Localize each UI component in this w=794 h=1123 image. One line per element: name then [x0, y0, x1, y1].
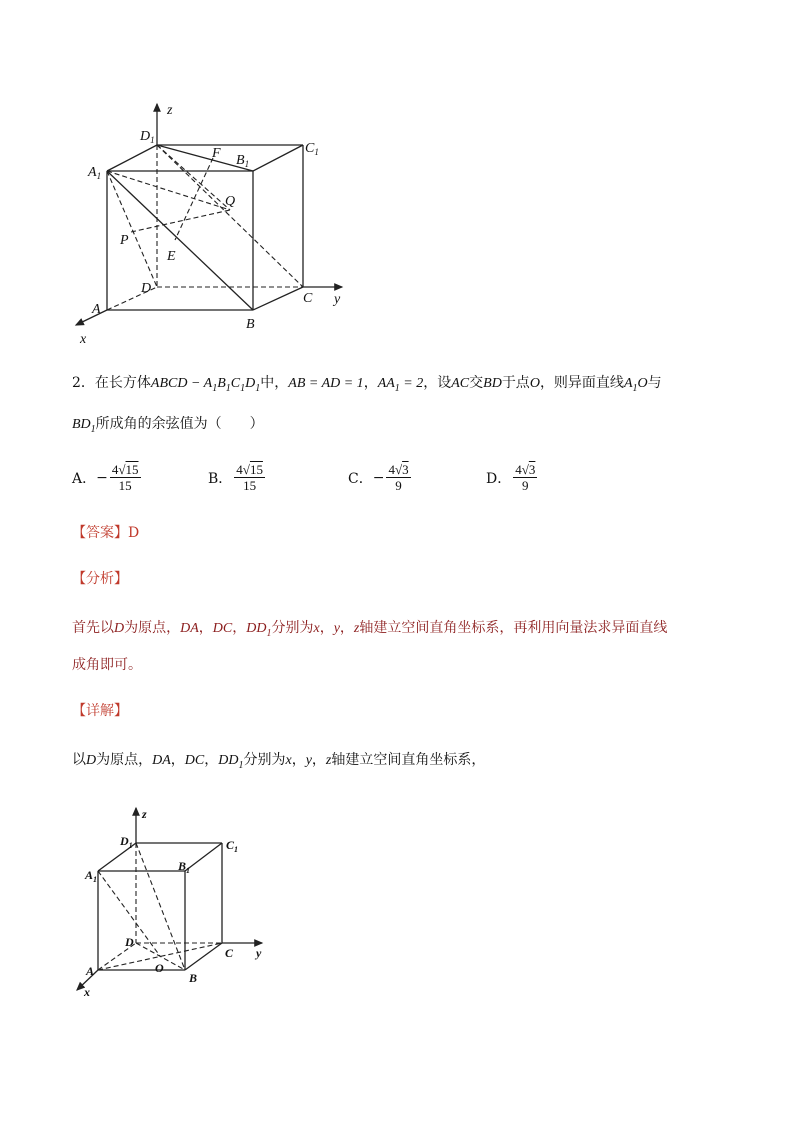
cuboid-name: ABCD − $A_1B_1C_1D_1$: [150, 376, 261, 394]
analysis-line-1: 首先以D为原点，DA，DC，$DD_1$分别为x，y，z轴建立空间直角坐标系，再利用向量法求异面直线: [72, 620, 668, 639]
question-line-2: $BD_1$所成角的余弦值为（ ）: [72, 416, 264, 435]
vertex-b-label: B: [246, 317, 255, 332]
svg-text:D1: $D_1$: [140, 129, 155, 145]
condition-aa1: $AA_1 = 2$: [377, 376, 424, 394]
svg-text:B1: $B_1$: [236, 153, 250, 169]
line-bd1: $BD_1$: [72, 417, 96, 435]
figure-1-cuboid-diagram: [60, 95, 360, 350]
vertex-a-label: A: [92, 302, 101, 317]
vertex-c-label-2: C: [225, 946, 234, 960]
vertex-b1-label-2: B: [178, 859, 187, 873]
x-axis-label: x: [80, 332, 87, 347]
figure-2-coordinate-diagram: [65, 800, 280, 1005]
question-line-1: 2．在长方体ABCD − $A_1B_1C_1D_1$中，AB = AD = 1，$AA_1 = 2$，设AC交BD于点O，则异面直线$A_1O$与: [72, 375, 662, 394]
detail-line-1: 以D为原点，DA，DC，$DD_1$分别为x，y，z轴建立空间直角坐标系，: [72, 752, 486, 771]
vertex-a1-label-2: A: [85, 868, 94, 882]
vertex-d1-label-2: D: [120, 834, 129, 848]
vertex-a-label-2: A: [86, 964, 95, 978]
point-o-label-2: O: [155, 961, 164, 975]
option-d[interactable]: D． $\frac{4√3}{9}$: [486, 462, 536, 493]
svg-text:C1: $C_1$: [226, 838, 239, 854]
point-f-label: F: [212, 146, 221, 161]
answer-line: [72, 523, 139, 543]
svg-text:C1: $C_1$: [305, 141, 319, 157]
point-p-label: P: [120, 233, 129, 248]
vertex-b1-label: B: [236, 153, 245, 168]
vertex-b-label-2: B: [189, 971, 198, 985]
vertex-c1-label: C: [305, 141, 315, 156]
detail-tag: 【详解】: [72, 703, 128, 719]
vertex-d-label-2: D: [125, 935, 134, 949]
point-q-label: Q: [225, 194, 236, 209]
analysis-line-2: 成角即可。: [72, 657, 142, 673]
y-axis-label: y: [334, 292, 341, 307]
answer-value: D: [128, 525, 140, 541]
y-axis-label-2: y: [256, 946, 262, 960]
question-number: 2．: [72, 375, 95, 391]
svg-text:A1: $A_1$: [88, 165, 102, 181]
svg-text:A1: $A_1$: [85, 868, 98, 884]
answer-tag: 【答案】: [72, 525, 128, 541]
vertex-d1-label: D: [140, 129, 151, 144]
option-c[interactable]: C． − $\frac{4√3}{9}$: [348, 462, 409, 493]
analysis-tag: 【分析】: [72, 571, 128, 587]
line-a1o: $A_1O$: [623, 376, 648, 394]
svg-text:D1: $D_1$: [120, 834, 133, 850]
option-b[interactable]: B． $\frac{4√15}{15}$: [208, 462, 263, 493]
condition-ab-ad: AB = AD = 1: [288, 376, 364, 391]
detail-tag-line: [72, 701, 128, 721]
vertex-c1-label-2: C: [226, 838, 235, 852]
vertex-a1-label: A: [88, 165, 97, 180]
point-e-label: E: [167, 249, 176, 264]
z-axis-label-2: z: [142, 807, 147, 821]
x-axis-label-2: x: [84, 985, 90, 999]
vertex-c-label: C: [303, 291, 313, 306]
option-a[interactable]: A． − $\frac{4√15}{15}$: [72, 462, 139, 493]
z-axis-label: z: [167, 103, 173, 118]
analysis-tag-line: [72, 569, 128, 589]
svg-text:B1: $B_1$: [178, 859, 191, 875]
vertex-d-label: D: [141, 281, 152, 296]
